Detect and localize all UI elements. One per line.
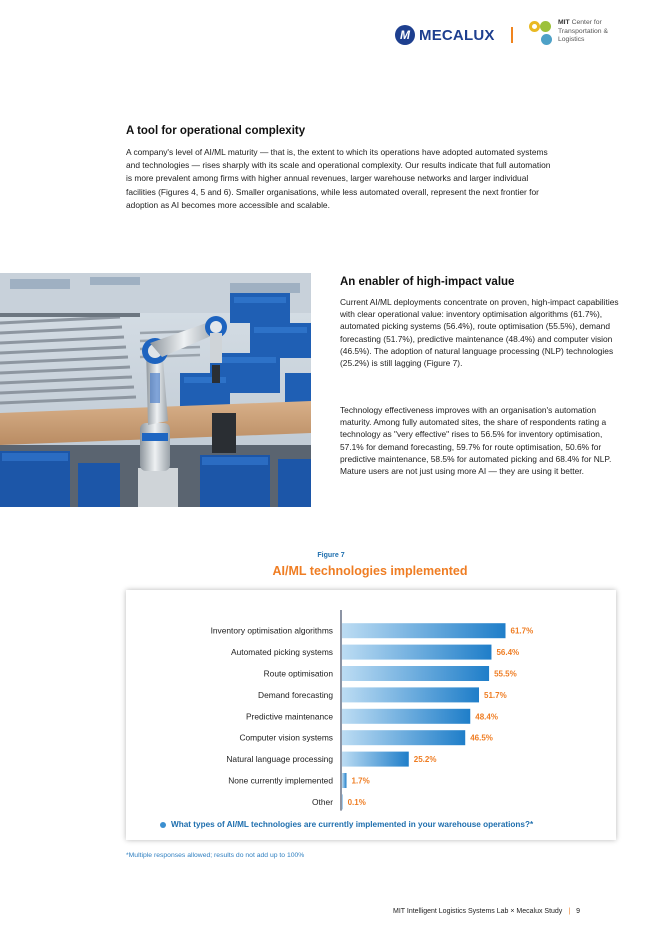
- mecalux-badge: M: [395, 25, 415, 45]
- section-title-high-impact-value: An enabler of high-impact value: [340, 276, 515, 288]
- value-label: 25.2%: [413, 755, 437, 765]
- mit-ctl-wordmark: MIT Center for Transportation & Logistics: [558, 19, 608, 44]
- mecalux-wordmark: MECALUX: [419, 26, 495, 44]
- warehouse-robot-photo: [0, 273, 311, 507]
- page-footer: [393, 908, 580, 915]
- mit-ctl-mark-icon: [528, 19, 554, 47]
- figure-footnote: *Multiple responses allowed; results do not add up to 100%: [126, 852, 305, 859]
- figure-title: AI/ML technologies implemented: [272, 564, 468, 578]
- bar: [342, 623, 506, 638]
- logo-divider: [511, 27, 513, 43]
- mecalux-logo: [395, 24, 495, 46]
- value-label: 55.5%: [494, 669, 517, 679]
- bar: [342, 752, 409, 767]
- value-label: 46.5%: [470, 733, 493, 743]
- category-label: Inventory optimisation algorithms: [210, 625, 333, 636]
- value-label: 0.1%: [347, 797, 366, 807]
- bar: [342, 645, 491, 660]
- chart-question-text: What types of AI/ML technologies are currently implemented in your warehouse operations?*: [171, 820, 534, 829]
- value-label: 56.4%: [496, 648, 520, 658]
- category-label: Demand forecasting: [258, 689, 333, 700]
- chart-question: [160, 820, 533, 829]
- bar: [342, 773, 347, 788]
- category-label: Other: [312, 796, 333, 807]
- bar: [342, 687, 479, 702]
- bar: [342, 709, 470, 724]
- figure-label: Figure 7: [317, 552, 345, 559]
- section-title-operational-complexity: A tool for operational complexity: [126, 125, 306, 137]
- page-number: 9: [576, 908, 581, 915]
- category-label: Natural language processing: [226, 754, 333, 765]
- section-body-para-2: Technology effectiveness improves with an organisation's automation maturity. Among fully automated sites, the share of respondents rating a technology as "very effective" rises to 56.5% for inventory optimisation, 57.1% for demand forecasting, 59.7% for route optimisation, 50.6% for predictive maintenance, 58.5% for automated picking and 68.4% for NLP. Mature users are not just using more AI — they are using it better.: [340, 405, 612, 477]
- value-label: 51.7%: [484, 690, 507, 700]
- category-label: Route optimisation: [263, 668, 333, 679]
- bullet-dot-icon: [160, 822, 166, 828]
- category-label: Predictive maintenance: [245, 711, 333, 722]
- bar-chart: [126, 590, 616, 840]
- section-body-operational-complexity: A company's level of AI/ML maturity — that is, the extent to which its operations have adopted automated systems and technologies — rises sharply with its scale and operational complexity. Our results indicate that full automation is more prevalent among firms with higher annual revenues, larger warehouse networks and larger individual facilities (Figures 4, 5 and 6). Smaller organisations, while less automated overall, represent the next frontier for adoption as AI becomes more accessible and scalable.: [126, 147, 551, 210]
- footer-divider: |: [568, 908, 571, 915]
- section-body-para-1: Current AI/ML deployments concentrate on proven, high-impact capabilities with clear operational value: inventory optimisation algorithms (61.7%), automated picking systems (56.4%), route optimisation (55.5%), demand forecasting (51.7%), predictive maintenance (48.4%) and computer vision (46.5%). The adoption of natural language processing (NLP) technologies (25.2%) is still lagging (Figure 7).: [340, 297, 619, 369]
- bar: [342, 794, 343, 809]
- bar: [342, 730, 465, 745]
- category-label: None currently implemented: [228, 775, 333, 786]
- footer-text: MIT Intelligent Logistics Systems Lab × Mecalux Study: [393, 908, 563, 915]
- chart-card: [126, 590, 616, 840]
- bar: [342, 666, 489, 681]
- value-label: 61.7%: [510, 626, 534, 636]
- category-label: Automated picking systems: [231, 647, 333, 658]
- mit-ctl-logo: [528, 19, 608, 47]
- value-label: 48.4%: [475, 712, 498, 722]
- category-label: Computer vision systems: [239, 732, 333, 743]
- value-label: 1.7%: [351, 776, 370, 786]
